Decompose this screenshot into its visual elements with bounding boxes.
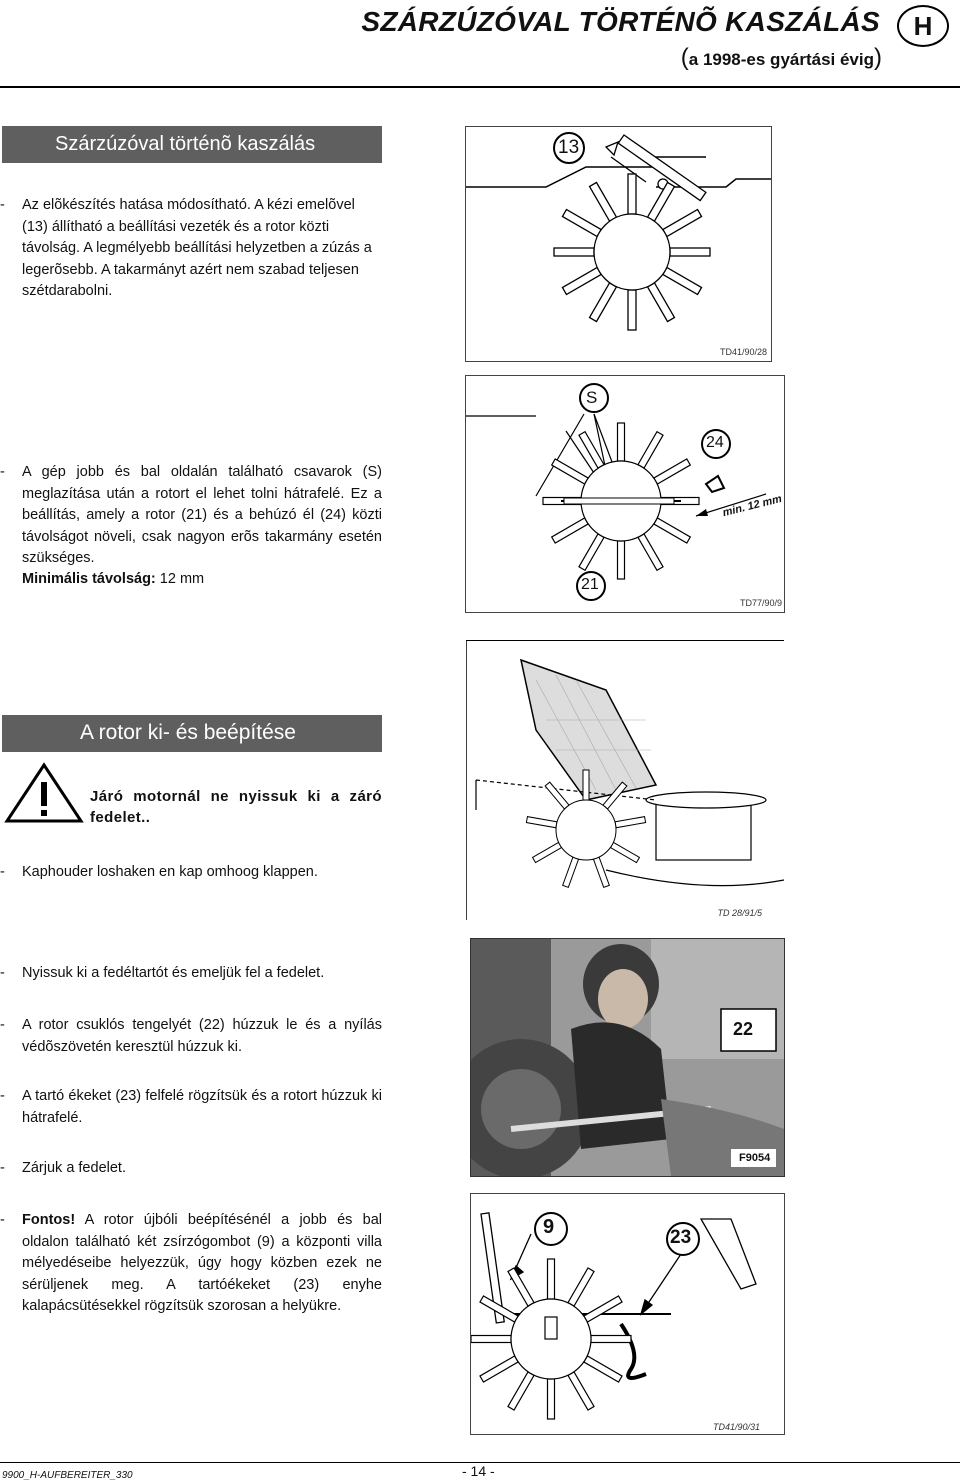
figure-rotor-reinstall: [470, 1193, 785, 1435]
step-6: [0, 1210, 382, 1318]
section-heading-bar: [2, 715, 382, 752]
callout-s: S: [586, 388, 598, 407]
step-text: Zárjuk a fedelet.: [22, 1160, 126, 1176]
list-dash: -: [0, 864, 5, 880]
figure-rotor-distance: [465, 375, 785, 613]
page-number: - 14 -: [462, 1463, 495, 1479]
paragraph-text: Az elõkészítés hatása módosítható. A kézi emelõvel (13) állítható a beállítási vezeték és a rotor közti távolság. A legmélyebb beállítási helyzetben a zúzás a legerõsebb. A takarmányt azért nem szabad teljesen szétdarabolni.: [22, 197, 372, 299]
figure-photo-shaft: [470, 938, 785, 1177]
paragraph-text: A gép jobb és bal oldalán található csavarok (S) meglazítása után a rotort el lehet tolni hátrafelé. Ez a beállítás, amely a rotor (21) és a behúzó él (24) közti távolságot növeli, csak nagyon erõs takarmány esetén szükséges.: [22, 464, 382, 566]
rotor-distance-drawing: [466, 376, 784, 612]
step-5: [0, 1158, 382, 1180]
header-rule: [0, 86, 960, 88]
figure-cover-open: [466, 640, 784, 920]
subtitle-text: a 1998-es gyártási évig: [688, 50, 874, 69]
callout-21: 21: [581, 576, 599, 593]
warning-icon: [4, 762, 84, 824]
figure-code: TD77/90/9: [739, 598, 782, 608]
step-text: Kaphouder loshaken en kap omhoog klappen.: [22, 864, 318, 880]
callout-9: 9: [543, 1216, 555, 1238]
page-subtitle: (a 1998-es gyártási évig): [680, 44, 882, 71]
rotor-reinstall-drawing: [471, 1194, 784, 1434]
figure-rotor-lever: [465, 126, 772, 362]
min-distance-label: Minimális távolság:: [22, 571, 156, 587]
dimension-label: min. 12 mm: [721, 492, 784, 520]
list-dash: -: [0, 1160, 5, 1176]
figure-code: TD 28/91/5: [717, 908, 762, 918]
step-3: [0, 1015, 382, 1058]
list-dash: -: [0, 1212, 5, 1228]
figure-code: TD41/90/31: [712, 1422, 760, 1432]
callout-23: 23: [670, 1227, 692, 1248]
important-label: Fontos!: [22, 1212, 76, 1228]
step-text: A rotor újbóli beépítésénél a jobb és bal oldalon található két zsírzógombot (9) a központi villa mélyedéseibe helyezzük, úgy hogy közben ezek ne sérüljenek meg. A tartóékeket (23) enyhe kalapácsütésekkel rögzítsük szorosan a helyükre.: [22, 1212, 382, 1314]
rotor-lever-drawing: [466, 127, 771, 361]
figure-code: F9054: [739, 1152, 771, 1164]
min-distance-value: 12 mm: [155, 571, 205, 587]
callout-24: 24: [706, 434, 724, 451]
cover-open-drawing: [466, 640, 784, 920]
list-dash: -: [0, 1017, 5, 1033]
warning-text: Járó motornál ne nyissuk ki a záró fedelet..: [90, 788, 382, 826]
list-dash: -: [0, 464, 5, 480]
section-heading: Szárzúzóval történõ kaszálás: [55, 133, 316, 155]
step-4: [0, 1086, 382, 1129]
section-heading-bar: [2, 126, 382, 163]
list-dash: -: [0, 1088, 5, 1104]
list-dash: -: [0, 965, 5, 981]
step-text: A rotor csuklós tengelyét (22) húzzuk le és a nyílás védõszövetén keresztül húzzuk ki.: [22, 1017, 382, 1055]
step-1: [0, 862, 382, 884]
callout-13: 13: [558, 137, 580, 158]
step-2: [0, 963, 382, 985]
list-dash: -: [0, 197, 5, 213]
step-text: A tartó ékeket (23) felfelé rögzítsük és a rotort húzzuk ki hátrafelé.: [22, 1088, 382, 1126]
callout-22: 22: [733, 1019, 754, 1039]
language-badge: H: [897, 5, 949, 47]
section-heading: A rotor ki- és beépítése: [80, 721, 296, 744]
document-code: 9900_H-AUFBEREITER_330: [2, 1470, 133, 1481]
shaft-photo-drawing: [471, 939, 784, 1176]
paragraph-adjustment: [0, 195, 380, 303]
step-text: Nyissuk ki a fedéltartót és emeljük fel a fedelet.: [22, 965, 325, 981]
paragraph-rotor-shift: [0, 462, 382, 570]
figure-code: TD41/90/28: [719, 347, 767, 357]
min-distance-line: [22, 569, 204, 591]
page-title: SZÁRZÚZÓVAL TÖRTÉNÕ KASZÁLÁS: [361, 6, 880, 37]
